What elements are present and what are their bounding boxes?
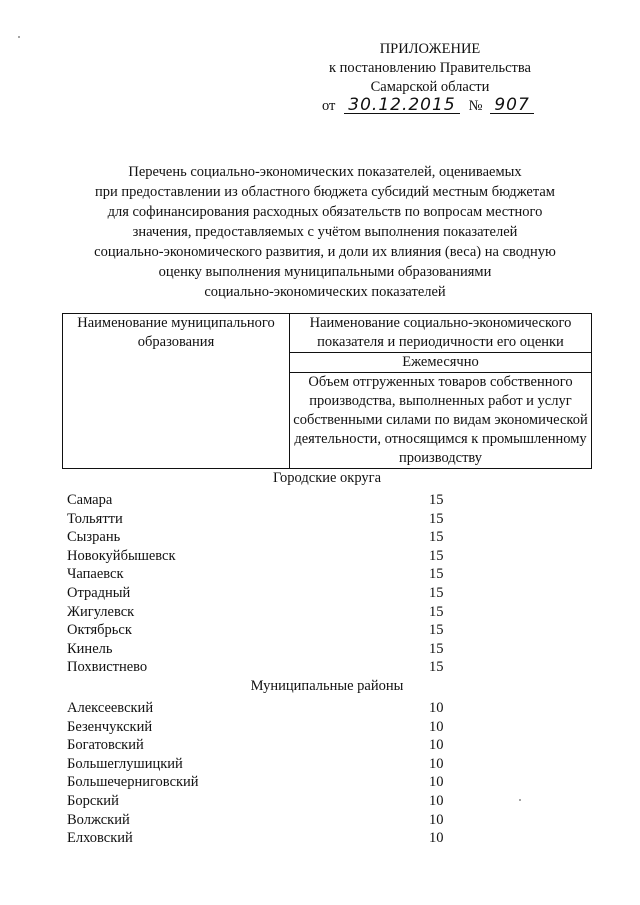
weight-value: 15: [429, 584, 444, 601]
annex-line2: Самарской области: [370, 79, 490, 95]
municipality-name: Октябрьск: [67, 622, 132, 639]
municipality-name: Алексеевский: [67, 700, 154, 716]
list-item: [67, 658, 467, 677]
list-item: [67, 736, 467, 755]
weight-value: 15: [429, 510, 444, 527]
header-indicator-text: Объем отгруженных товаров собственного производства, выполненных работ и услуг собственными силами по видам экономической деятельности, относящимся к промышленному производству: [290, 373, 592, 469]
municipality-name: Сызрань: [67, 529, 121, 546]
municipality-name: Жигулевск: [67, 603, 135, 620]
handwritten-number: 907: [490, 97, 533, 114]
title-line: при предоставлении из областного бюджета субсидий местным бюджетам: [95, 184, 555, 200]
title-line: социально-экономических показателей: [204, 284, 446, 300]
handwritten-date: 30.12.2015: [344, 97, 459, 114]
municipality-name: Отрадный: [67, 584, 131, 601]
title-line: оценку выполнения муниципальными образованиями: [158, 264, 492, 280]
municipality-name: Чапаевск: [67, 566, 124, 583]
header-col-municipality: Наименование муниципального образования: [63, 314, 290, 469]
weight-value: 15: [429, 529, 444, 546]
title-line: социально-экономического развития, и доли их влияния (веса) на сводную: [94, 244, 556, 260]
scan-speck: [18, 36, 20, 38]
list-item: [67, 584, 467, 603]
weight-value: 15: [429, 547, 444, 564]
municipality-name: Самара: [67, 492, 113, 508]
list-item: [67, 773, 467, 792]
municipality-name: Волжский: [67, 811, 130, 828]
municipality-name: Большеглушицкий: [67, 755, 183, 772]
list-item: [67, 699, 467, 718]
section-title-municipal-districts: Муниципальные районы: [250, 678, 404, 694]
weight-value: 15: [429, 640, 444, 657]
weight-value: 10: [429, 700, 444, 716]
section-title-city-districts: Городские округа: [272, 470, 382, 486]
list-item: [67, 528, 467, 547]
municipality-name: Похвистнево: [67, 659, 148, 676]
list-item: [67, 718, 467, 737]
municipality-name: Борский: [67, 792, 119, 809]
header-col-indicator: Наименование социально-экономического показателя и периодичности его оценки: [290, 314, 592, 353]
weight-value: 10: [429, 755, 444, 772]
municipality-name: Большечерниговский: [67, 774, 199, 791]
document-title: [60, 162, 590, 302]
list-item: [67, 491, 467, 510]
municipality-name: Новокуйбышевск: [67, 547, 176, 564]
weight-value: 15: [429, 492, 444, 508]
annex-date-line: [300, 97, 560, 116]
annex-line1: к постановлению Правительства: [329, 60, 531, 76]
municipality-name: Кинель: [67, 640, 113, 657]
date-prefix: от: [321, 98, 336, 114]
weight-value: 10: [429, 830, 444, 847]
header-period: Ежемесячно: [290, 353, 592, 373]
list-item: [67, 640, 467, 659]
list-item: [67, 811, 467, 830]
weight-value: 10: [429, 718, 444, 735]
scan-speck: [519, 799, 521, 801]
list-item: [67, 510, 467, 529]
list-item: [67, 792, 467, 811]
number-prefix: №: [468, 98, 483, 114]
list-item: [67, 621, 467, 640]
title-line: для софинансирования расходных обязательств по вопросам местного: [107, 204, 543, 220]
title-line: значения, предоставляемых с учётом выполнения показателей: [132, 224, 518, 240]
weight-value: 10: [429, 737, 444, 754]
list-item: [67, 603, 467, 622]
weight-value: 10: [429, 792, 444, 809]
weight-value: 15: [429, 622, 444, 639]
weight-value: 15: [429, 603, 444, 620]
municipality-name: Безенчукский: [67, 718, 153, 735]
annex-block: [300, 40, 560, 116]
weight-value: 10: [429, 774, 444, 791]
municipal-districts-list: [67, 699, 467, 848]
weight-value: 10: [429, 811, 444, 828]
weight-value: 15: [429, 659, 444, 676]
list-item: [67, 565, 467, 584]
city-districts-list: [67, 491, 467, 677]
municipality-name: Богатовский: [67, 737, 144, 754]
annex-heading: ПРИЛОЖЕНИЕ: [379, 41, 481, 57]
municipality-name: Елховский: [67, 830, 133, 847]
title-line: Перечень социально-экономических показателей, оцениваемых: [128, 164, 522, 180]
list-item: [67, 755, 467, 774]
list-item: [67, 547, 467, 566]
header-table: [62, 313, 592, 469]
municipality-name: Тольятти: [67, 510, 123, 527]
weight-value: 15: [429, 566, 444, 583]
list-item: [67, 829, 467, 848]
